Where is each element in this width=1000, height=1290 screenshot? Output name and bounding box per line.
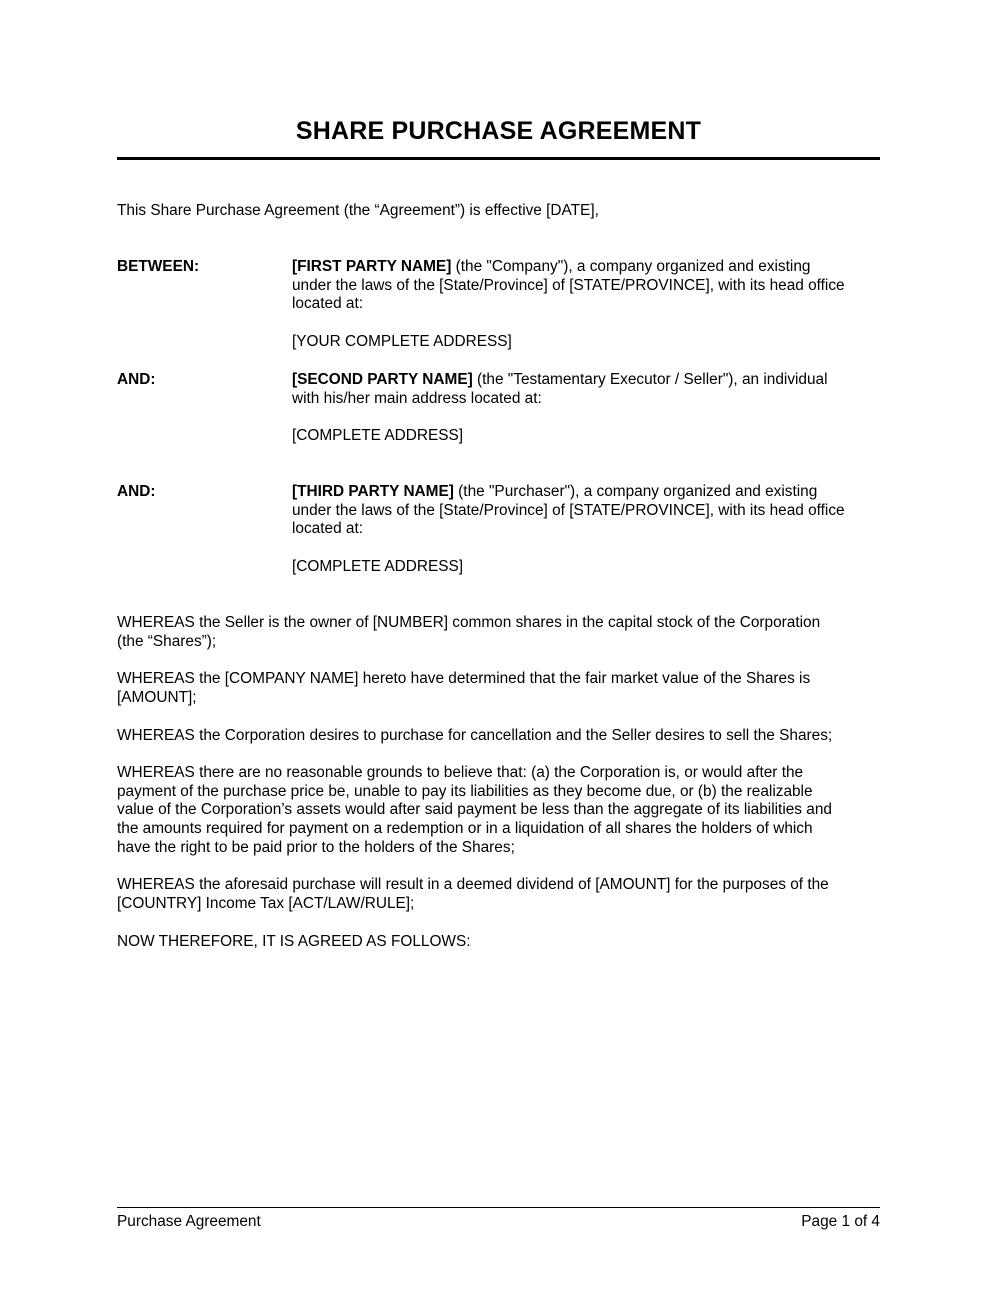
first-party-name: [FIRST PARTY NAME]: [292, 258, 452, 275]
whereas-line: WHEREAS the aforesaid purchase will result in a deemed dividend of [AMOUNT] for the purposes of the: [117, 876, 829, 893]
whereas-line: [AMOUNT];: [117, 688, 197, 706]
third-party-desc-line3: located at:: [292, 520, 364, 538]
footer-document-name: Purchase Agreement: [117, 1213, 261, 1230]
whereas-line: payment of the purchase price be, unable to pay its liabilities as they become due, or (b) the realizable: [117, 782, 813, 800]
footer-divider: [117, 1207, 880, 1208]
second-party-desc-line1: (the "Testamentary Executor / Seller"), an individual: [472, 371, 828, 388]
footer-page-number: Page 1 of 4: [801, 1213, 880, 1230]
first-party-block: [292, 258, 845, 314]
first-party-desc-line1: (the "Company"), a company organized and existing: [451, 258, 811, 275]
whereas-line: the amounts required for payment on a redemption or in a liquidation of all shares the holders of which: [117, 820, 813, 838]
third-party-name: [THIRD PARTY NAME]: [292, 483, 454, 500]
whereas-line: [COUNTRY] Income Tax [ACT/LAW/RULE];: [117, 894, 415, 912]
party-label-and-2: AND:: [117, 483, 156, 500]
whereas-line: value of the Corporation’s assets would after said payment be less than the aggregate of its liabilities and: [117, 801, 832, 819]
whereas-line: have the right to be paid prior to the holders of the Shares;: [117, 838, 515, 856]
closing-statement: NOW THEREFORE, IT IS AGREED AS FOLLOWS:: [117, 933, 471, 950]
whereas-line: WHEREAS the [COMPANY NAME] hereto have determined that the fair market value of the Shares is: [117, 670, 811, 687]
second-party-address: [COMPLETE ADDRESS]: [292, 427, 464, 444]
title-divider: [117, 157, 880, 160]
second-party-desc-line2: with his/her main address located at:: [292, 389, 542, 407]
whereas-line: WHEREAS there are no reasonable grounds to believe that: (a) the Corporation is, or would after the: [117, 764, 804, 781]
whereas-clause: [117, 727, 832, 746]
whereas-clause: [117, 876, 829, 913]
whereas-clause: [117, 764, 832, 858]
third-party-block: [292, 483, 845, 539]
whereas-clause: [117, 614, 820, 651]
whereas-line: WHEREAS the Corporation desires to purchase for cancellation and the Seller desires to sell the Shares;: [117, 727, 833, 744]
party-label-between: BETWEEN:: [117, 258, 200, 275]
second-party-block: [292, 371, 828, 408]
intro-paragraph: This Share Purchase Agreement (the “Agreement”) is effective [DATE],: [117, 202, 599, 219]
party-label-and-1: AND:: [117, 371, 156, 388]
document-title: SHARE PURCHASE AGREEMENT: [295, 117, 702, 145]
whereas-line: WHEREAS the Seller is the owner of [NUMBER] common shares in the capital stock of the Corporation: [117, 614, 821, 631]
first-party-desc-line3: located at:: [292, 295, 364, 313]
third-party-address: [COMPLETE ADDRESS]: [292, 558, 464, 575]
whereas-clause: [117, 670, 810, 707]
first-party-address: [YOUR COMPLETE ADDRESS]: [292, 333, 512, 350]
first-party-desc-line2: under the laws of the [State/Province] of [STATE/PROVINCE], with its head office: [292, 276, 845, 294]
third-party-desc-line1: (the "Purchaser"), a company organized and existing: [453, 483, 818, 500]
whereas-line: (the “Shares”);: [117, 632, 217, 650]
third-party-desc-line2: under the laws of the [State/Province] of [STATE/PROVINCE], with its head office: [292, 501, 845, 519]
second-party-name: [SECOND PARTY NAME]: [292, 371, 473, 388]
